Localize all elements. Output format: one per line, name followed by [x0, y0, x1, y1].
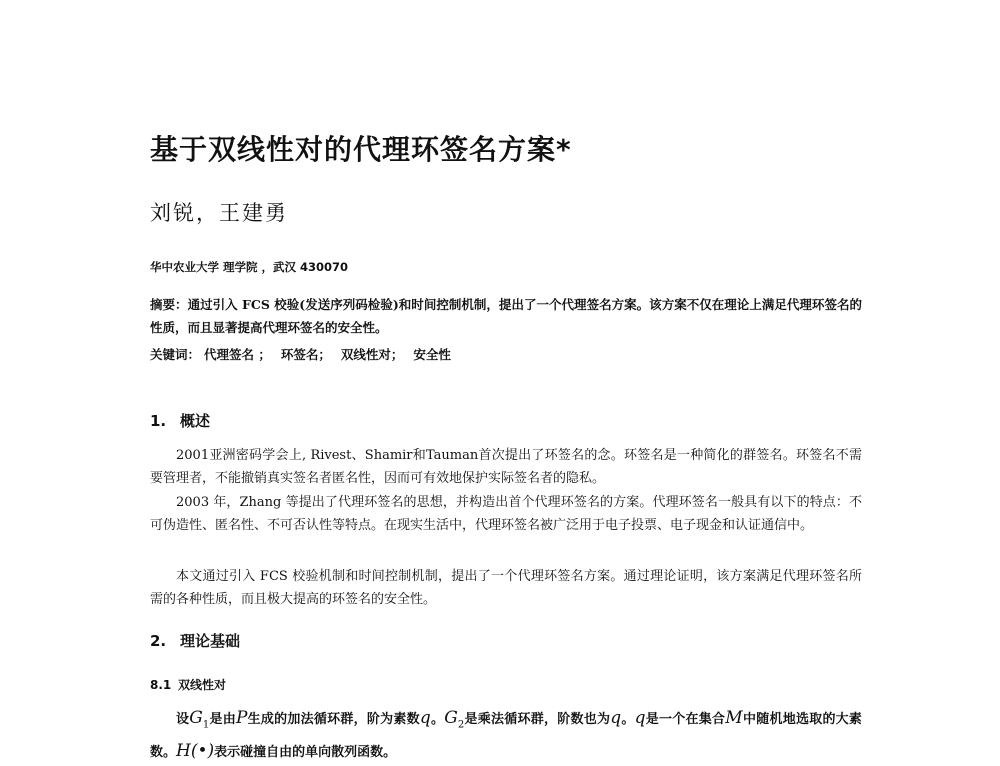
section-number: 1.: [150, 412, 167, 430]
text-run: 设: [176, 712, 190, 727]
subsection-heading: [150, 676, 226, 693]
math-symbol: q: [634, 708, 646, 728]
keyword-item: 双线性对；: [340, 347, 404, 362]
math-symbol: q: [610, 708, 622, 728]
math-symbol: M: [725, 708, 743, 728]
math-symbol: $G_2$: [444, 708, 465, 731]
subsection-number: 8.1: [150, 678, 172, 692]
abstract: [150, 293, 862, 339]
section-heading-overview: [150, 410, 210, 431]
math-symbol: P: [235, 708, 248, 728]
abstract-text: 通过引入 FCS 校验(发送序列码检验)和时间控制机制，提出了一个代理签名方案。该方案不仅在理论上满足代理环签名的性质，而且显著提高代理环签名的安全性。: [150, 297, 862, 335]
body-paragraph: 2001亚洲密码学会上, Rivest、Shamir和Tauman首次提出了环签名的念。环签名是一种简化的群签名。环签名不需要管理者，不能撤销真实签名者匿名性，因而可有效地保护实际签名者的隐私。: [150, 448, 862, 486]
keyword-item: 环签名；: [280, 347, 331, 362]
text-run: 是由: [209, 712, 236, 727]
body-paragraph-math: [150, 705, 862, 766]
keyword-item: 代理签名 ；: [204, 347, 271, 362]
section-heading-theory: [150, 630, 240, 651]
paper-title: 基于双线性对的代理环签名方案*: [150, 133, 572, 166]
text-run: 。: [430, 712, 445, 727]
math-symbol: H(•): [176, 741, 215, 762]
text-run: 是一个在集合: [645, 712, 726, 727]
section-title: 概述: [180, 412, 211, 430]
math-symbol: $G_1$: [189, 708, 210, 731]
text-run: 中随机地选取的大素数。: [150, 712, 862, 761]
body-paragraph: 2003 年，Zhang 等提出了代理环签名的思想，并构造出首个代理环签名的方案。代理环签名一般具有以下的特点：不可伪造性、匿名性、不可否认性等特点。在现实生活中，代理环签名被广泛用于电子投票、电子现金和认证通信中。: [150, 495, 862, 533]
author-list: 刘锐，王建勇: [150, 201, 288, 225]
body-paragraph: 本文通过引入 FCS 校验机制和时间控制机制，提出了一个代理环签名方案。通过理论证明，该方案满足代理环签名所需的各种性质，而且极大提高的环签名的安全性。: [150, 569, 862, 607]
keywords: [150, 345, 457, 363]
section-number: 2.: [150, 632, 167, 650]
keywords-label: 关键词：: [150, 347, 201, 362]
subsection-title: 双线性对: [178, 678, 227, 692]
math-symbol: q: [419, 708, 431, 728]
text-run: 表示碰撞自由的单向散列函数。: [214, 745, 397, 761]
section-title: 理论基础: [180, 632, 241, 650]
text-run: 生成的加法循环群，阶为素数: [247, 712, 420, 727]
affiliation: 华中农业大学 理学院 ，武汉 430070: [150, 260, 349, 274]
text-run: 。: [621, 712, 635, 727]
keyword-item: 安全性: [413, 347, 451, 362]
abstract-label: 摘要：: [150, 297, 188, 312]
text-run: 是乘法循环群，阶数也为: [464, 712, 611, 727]
